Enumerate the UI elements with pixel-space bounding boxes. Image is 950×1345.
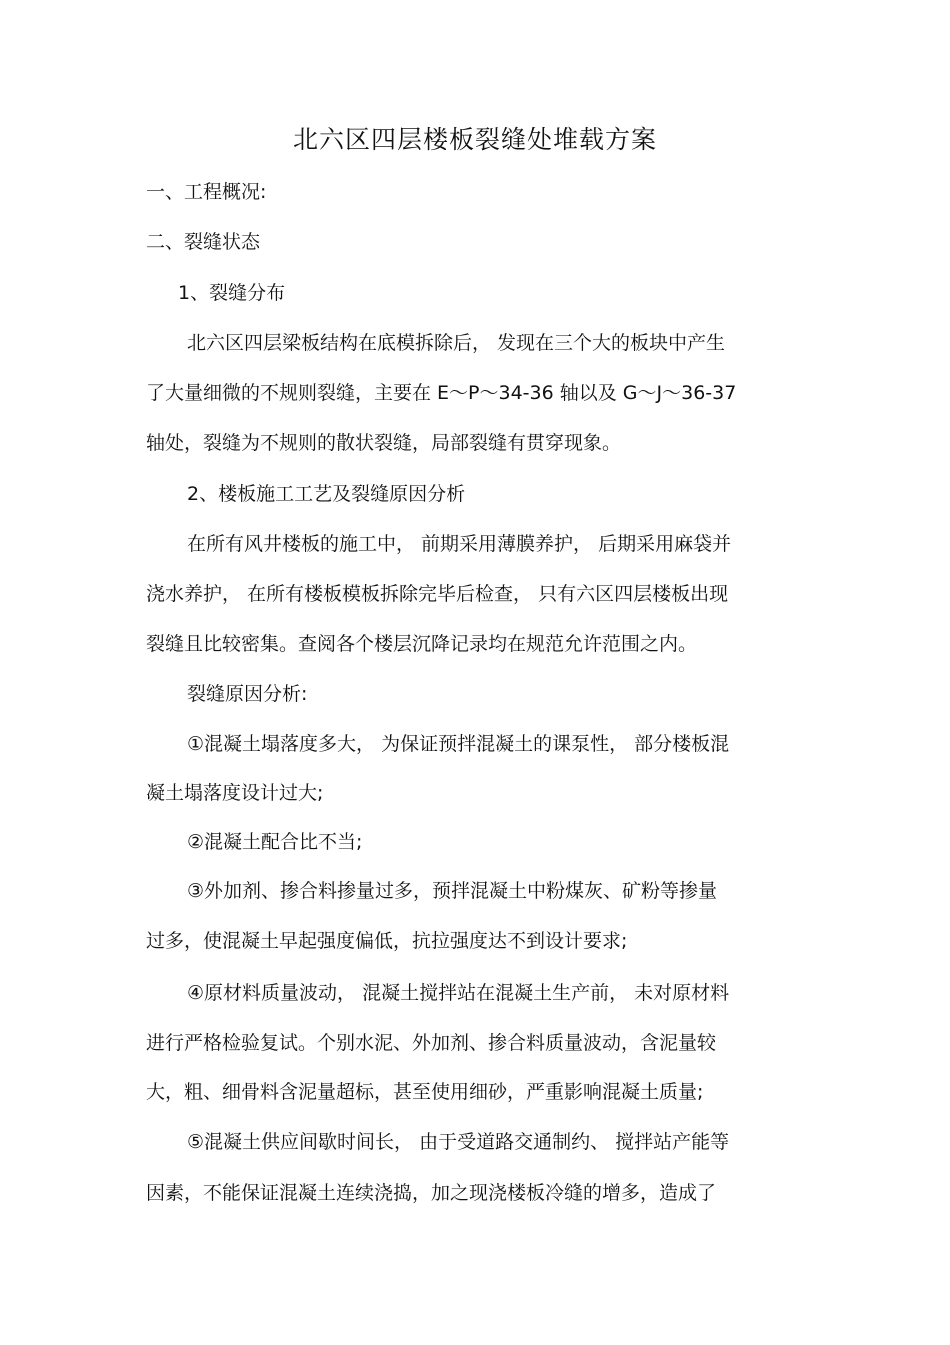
- section-heading-crack-status: 二、裂缝状态: [146, 231, 261, 253]
- cause-item-line: ⑤混凝土供应间歇时间长， 由于受道路交通制约、 搅拌站产能等: [187, 1131, 730, 1153]
- cause-item-line: 大，粗、细骨料含泥量超标，甚至使用细砂，严重影响混凝土质量;: [146, 1081, 704, 1103]
- paragraph-line: 北六区四层梁板结构在底模拆除后， 发现在三个大的板块中产生: [187, 332, 726, 354]
- section-heading-overview: 一、工程概况:: [146, 181, 267, 203]
- paragraph-line: 轴处，裂缝为不规则的散状裂缝，局部裂缝有贯穿现象。: [146, 432, 622, 454]
- subsection-heading-process-analysis: 2、楼板施工工艺及裂缝原因分析: [187, 483, 466, 505]
- cause-item-line: ②混凝土配合比不当;: [187, 831, 363, 853]
- cause-item-line: ①混凝土塌落度多大， 为保证预拌混凝土的课泵性， 部分楼板混: [187, 733, 730, 755]
- paragraph-line: 在所有风井楼板的施工中， 前期采用薄膜养护， 后期采用麻袋并: [187, 533, 732, 555]
- paragraph-line: 浇水养护， 在所有楼板模板拆除完毕后检查， 只有六区四层楼板出现: [146, 583, 729, 605]
- cause-item-line: ④原材料质量波动， 混凝土搅拌站在混凝土生产前， 未对原材料: [187, 982, 730, 1004]
- cause-item-line: 凝土塌落度设计过大;: [146, 782, 324, 804]
- cause-item-line: 过多，使混凝土早起强度偏低，抗拉强度达不到设计要求;: [146, 930, 628, 952]
- document-title: 北六区四层楼板裂缝处堆载方案: [292, 125, 657, 154]
- crack-cause-heading: 裂缝原因分析:: [187, 683, 308, 705]
- paragraph-line: 了大量细微的不规则裂缝，主要在 E～P～34-36 轴以及 G～J～36-37: [146, 382, 737, 404]
- paragraph-line: 裂缝且比较密集。查阅各个楼层沉降记录均在规范允许范围之内。: [146, 633, 698, 655]
- cause-item-line: 进行严格检验复试。个别水泥、外加剂、掺合料质量波动，含泥量较: [146, 1032, 717, 1054]
- cause-item-line: 因素，不能保证混凝土连续浇捣，加之现浇楼板冷缝的增多，造成了: [146, 1182, 717, 1204]
- cause-item-line: ③外加剂、掺合料掺量过多，预拌混凝土中粉煤灰、矿粉等掺量: [187, 880, 718, 902]
- subsection-heading-crack-distribution: 1、裂缝分布: [178, 282, 286, 304]
